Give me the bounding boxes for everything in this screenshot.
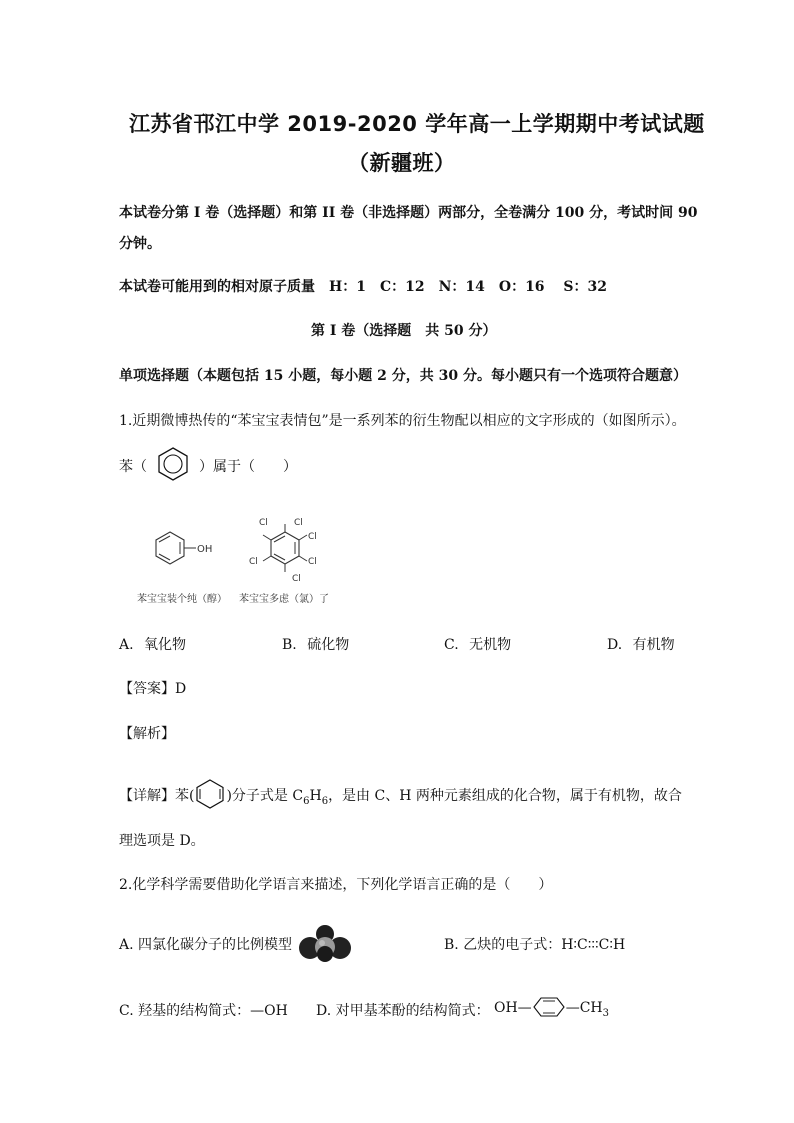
q2-stem: 2.化学科学需要借助化学语言来描述，下列化学语言正确的是（ ） bbox=[119, 877, 553, 893]
q1-option-b bbox=[282, 634, 349, 654]
hexachlorobenzene-structure bbox=[245, 512, 325, 592]
benzene-ring-icon bbox=[532, 996, 566, 1018]
intro-line-1: 本试卷分第 I 卷（选择题）和第 II 卷（非选择题）两部分，全卷满分 100 分，考试时间 90 bbox=[119, 205, 698, 221]
subscript-6: 6 bbox=[321, 795, 329, 807]
document-title: 江苏省邗江中学 2019-2020 学年高一上学期期中考试试题 bbox=[129, 112, 705, 136]
option-letter: D. bbox=[607, 637, 623, 653]
formula-oh: OH— bbox=[494, 1000, 532, 1016]
section-heading: 第 I 卷（选择题 共 50 分） bbox=[311, 323, 497, 339]
detail-label: 【详解】苯( bbox=[119, 788, 195, 804]
detail-rest: ，是由 C、H 两种元素组成的化合物，属于有机物，故合 bbox=[328, 788, 682, 804]
q2-option-b: B. 乙炔的电子式：H∶C∶∶∶C∶H bbox=[444, 937, 626, 953]
cl-label: Cl bbox=[249, 557, 258, 567]
q1-answer: 【答案】D bbox=[119, 681, 187, 697]
subscript-6: 6 bbox=[303, 795, 310, 807]
document-subtitle: （新疆班） bbox=[348, 151, 456, 175]
q2-option-a: A. 四氯化碳分子的比例模型 bbox=[119, 937, 293, 953]
option-letter: C. bbox=[444, 637, 459, 653]
formula-ch3: —CH bbox=[565, 1000, 603, 1016]
q2-option-d-formula bbox=[494, 997, 609, 1019]
cl-label: Cl bbox=[308, 532, 317, 542]
q1-option-d bbox=[607, 634, 675, 654]
detail-mid: )分子式是 C bbox=[226, 788, 304, 804]
benzene-ring-icon bbox=[194, 778, 226, 810]
ccl4-space-filling-model-icon bbox=[297, 923, 353, 963]
benzene-ring-icon bbox=[155, 446, 191, 482]
option-letter: B. bbox=[282, 637, 297, 653]
cl-label: Cl bbox=[292, 574, 301, 584]
option-letter: A. bbox=[119, 637, 134, 653]
q1-prompt-prefix: 苯（ bbox=[119, 459, 147, 475]
option-text: 有机物 bbox=[632, 637, 675, 653]
figure-caption-left: 苯宝宝装个纯（醇） bbox=[137, 594, 227, 605]
cl-label: Cl bbox=[308, 557, 317, 567]
q1-prompt-suffix: ）属于（ ） bbox=[199, 459, 297, 475]
q1-stem: 1.近期微博热传的“苯宝宝表情包”是一系列苯的衍生物配以相应的文字形成的（如图所示）。 bbox=[119, 413, 686, 429]
cl-label: Cl bbox=[294, 518, 303, 528]
subscript-3: 3 bbox=[602, 1007, 609, 1019]
option-text: 无机物 bbox=[469, 637, 512, 653]
q1-analysis-label: 【解析】 bbox=[119, 726, 175, 742]
section-instructions: 单项选择题（本题包括 15 小题，每小题 2 分，共 30 分。每小题只有一个选项符合题意） bbox=[119, 368, 687, 384]
option-text: 硫化物 bbox=[307, 637, 350, 653]
atomic-masses: 本试卷可能用到的相对原子质量 H：1 C：12 N：14 O：16 S：32 bbox=[119, 279, 608, 295]
q1-option-a bbox=[119, 634, 186, 654]
h-letter: H bbox=[309, 788, 322, 804]
phenol-structure bbox=[150, 530, 220, 570]
option-text: 氧化物 bbox=[144, 637, 187, 653]
cl-label: Cl bbox=[259, 518, 268, 528]
figure-caption-right: 苯宝宝多虑（氯）了 bbox=[239, 594, 329, 605]
q2-option-d: D. 对甲基苯酚的结构简式： bbox=[316, 1003, 490, 1019]
intro-line-2: 分钟。 bbox=[119, 236, 161, 252]
q1-detail-line-2: 理选项是 D。 bbox=[119, 833, 205, 849]
q1-option-c bbox=[444, 634, 511, 654]
q1-detail-line-1 bbox=[119, 780, 682, 812]
oh-label: OH bbox=[197, 544, 213, 555]
q2-option-c: C. 羟基的结构简式：—OH bbox=[119, 1003, 288, 1019]
